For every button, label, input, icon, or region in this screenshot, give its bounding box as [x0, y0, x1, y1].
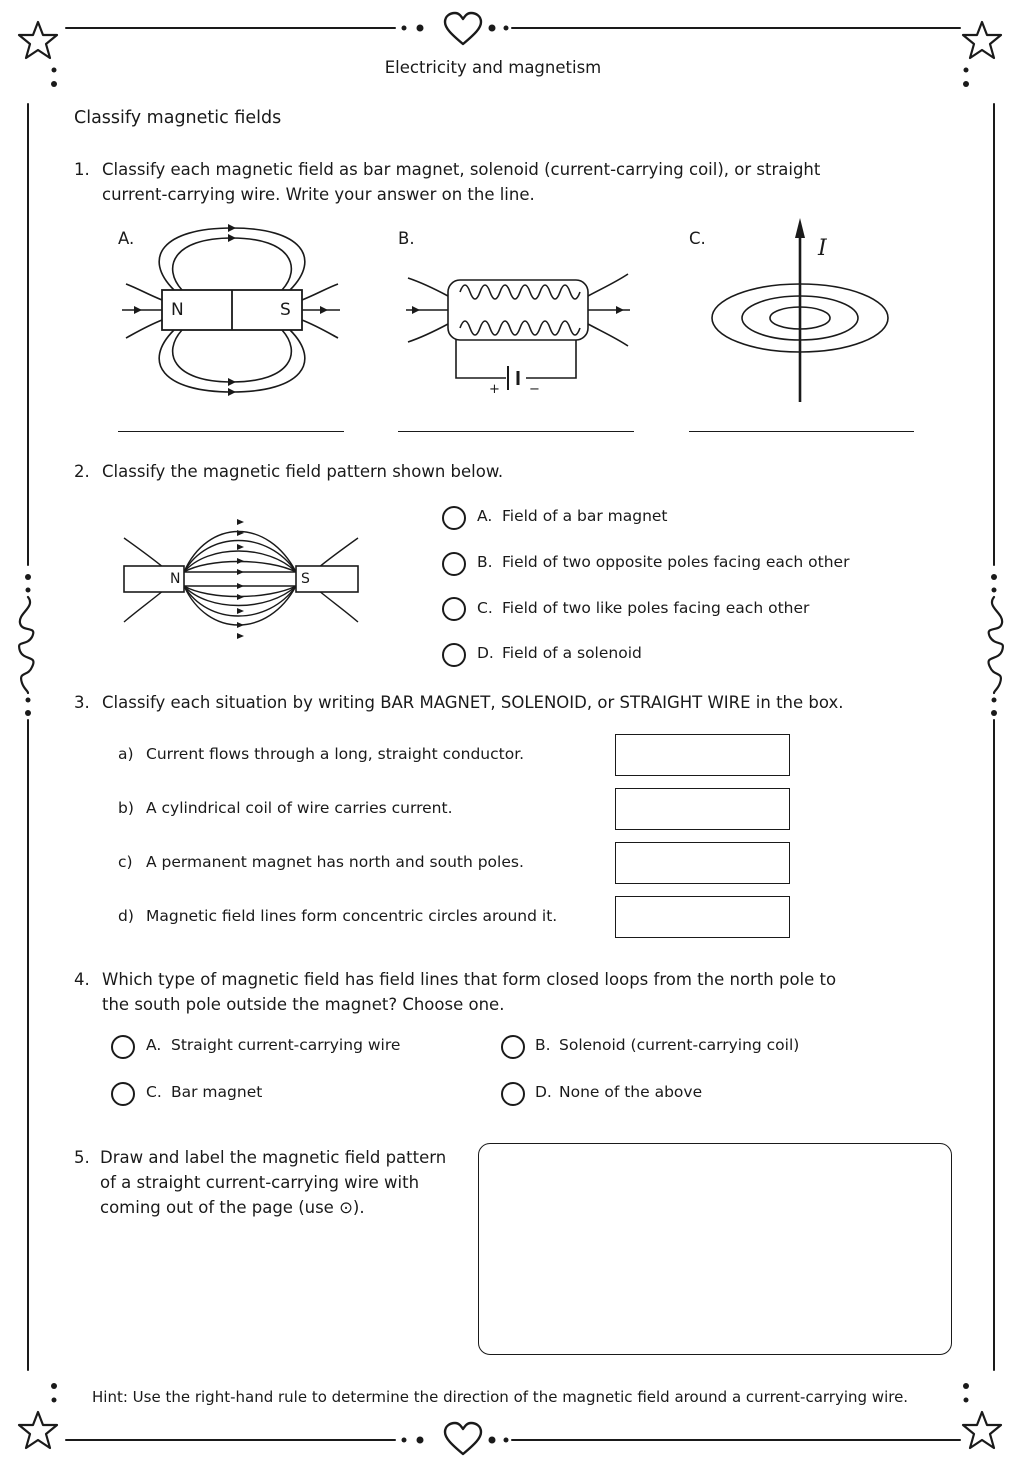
- q2-option-b-radio[interactable]: [442, 552, 466, 576]
- field-pattern-figure: [118, 514, 368, 644]
- q5-prompt-line2: of a straight current-carrying wire with: [100, 1173, 420, 1192]
- straight-wire-figure: [710, 216, 910, 406]
- q4-option-d-letter: D.: [535, 1083, 552, 1101]
- q3-item-d-text: Magnetic field lines form concentric circles around it.: [146, 907, 558, 925]
- q2-option-d-radio[interactable]: [442, 643, 466, 667]
- fig-b-minus-label: −: [529, 382, 540, 397]
- q4-option-b-radio[interactable]: [501, 1035, 525, 1059]
- hint-text: Hint: Use the right-hand rule to determine the direction of the magnetic field around a current-carrying wire.: [92, 1388, 909, 1406]
- q5-prompt-line1: Draw and label the magnetic field pattern: [100, 1148, 447, 1167]
- q3-answer-box-a[interactable]: [615, 734, 790, 776]
- fig-a-north-label: N: [171, 300, 184, 320]
- q2-option-c-text: Field of two like poles facing each other: [502, 599, 810, 617]
- q2-prompt: Classify the magnetic field pattern shown below.: [102, 462, 504, 481]
- q1-answer-line-a[interactable]: [118, 431, 344, 432]
- star-outline-icon: [18, 1410, 58, 1450]
- q4-option-a-radio[interactable]: [111, 1035, 135, 1059]
- q4-option-c-letter: C.: [146, 1083, 162, 1101]
- q3-answer-box-b[interactable]: [615, 788, 790, 830]
- q3-item-a-letter: a): [118, 745, 134, 763]
- q4-option-c-radio[interactable]: [111, 1082, 135, 1106]
- q3-item-b-letter: b): [118, 799, 134, 817]
- fig-c-current-label: I: [818, 236, 827, 261]
- q2-fig-north-label: N: [170, 571, 181, 587]
- q4-option-c-text: Bar magnet: [171, 1083, 263, 1101]
- fig-c-letter: C.: [689, 229, 706, 248]
- q2-option-b-letter: B.: [477, 553, 493, 571]
- q1-answer-line-c[interactable]: [689, 431, 914, 432]
- heart-outline-icon: [443, 12, 483, 48]
- q2-option-c-letter: C.: [477, 599, 493, 617]
- worksheet-title: Classify magnetic fields: [74, 108, 282, 128]
- star-outline-icon: [962, 1410, 1002, 1450]
- q4-option-b-text: Solenoid (current-carrying coil): [559, 1036, 800, 1054]
- heart-outline-icon: [443, 1422, 483, 1458]
- q5-drawing-area[interactable]: [478, 1143, 952, 1355]
- q1-prompt-line2: current-carrying wire. Write your answer on the line.: [102, 185, 535, 204]
- q2-option-d-letter: D.: [477, 644, 494, 662]
- q2-fig-south-label: S: [301, 571, 310, 587]
- q3-item-a-text: Current flows through a long, straight conductor.: [146, 745, 525, 763]
- q4-prompt-line1: Which type of magnetic field has field lines that form closed loops from the north pole to: [102, 970, 837, 989]
- solenoid-figure: [398, 262, 638, 402]
- q4-prompt-line2: the south pole outside the magnet? Choose one.: [102, 995, 505, 1014]
- q3-item-d-letter: d): [118, 907, 134, 925]
- q2-option-a-letter: A.: [477, 507, 493, 525]
- subject-header: Electricity and magnetism: [384, 58, 602, 77]
- curl-flourish-icon: [8, 595, 48, 695]
- fig-a-letter: A.: [118, 229, 135, 248]
- fig-b-letter: B.: [398, 229, 415, 248]
- q3-item-c-text: A permanent magnet has north and south poles.: [146, 853, 524, 871]
- q2-option-a-radio[interactable]: [442, 506, 466, 530]
- q3-prompt: Classify each situation by writing BAR MAGNET, SOLENOID, or STRAIGHT WIRE in the box.: [102, 693, 844, 712]
- q3-answer-box-d[interactable]: [615, 896, 790, 938]
- q5-number: 5.: [74, 1148, 90, 1167]
- q1-number: 1.: [74, 160, 90, 179]
- star-outline-icon: [962, 20, 1002, 60]
- q2-number: 2.: [74, 462, 90, 481]
- q3-item-b-text: A cylindrical coil of wire carries current.: [146, 799, 453, 817]
- q4-option-d-text: None of the above: [559, 1083, 703, 1101]
- q2-option-d-text: Field of a solenoid: [502, 644, 642, 662]
- q2-option-c-radio[interactable]: [442, 597, 466, 621]
- bar-magnet-figure: [112, 228, 352, 398]
- q4-number: 4.: [74, 970, 90, 989]
- q4-option-b-letter: B.: [535, 1036, 551, 1054]
- q2-option-b-text: Field of two opposite poles facing each other: [502, 553, 850, 571]
- q3-answer-box-c[interactable]: [615, 842, 790, 884]
- q4-option-a-text: Straight current-carrying wire: [171, 1036, 401, 1054]
- q4-option-a-letter: A.: [146, 1036, 162, 1054]
- fig-a-south-label: S: [280, 300, 291, 320]
- q3-number: 3.: [74, 693, 90, 712]
- q1-answer-line-b[interactable]: [398, 431, 634, 432]
- q5-prompt-line3: coming out of the page (use ⊙).: [100, 1198, 365, 1217]
- star-outline-icon: [18, 20, 58, 60]
- q2-option-a-text: Field of a bar magnet: [502, 507, 668, 525]
- fig-b-plus-label: +: [489, 382, 500, 397]
- curl-flourish-icon: [974, 595, 1014, 695]
- q1-prompt-line1: Classify each magnetic field as bar magnet, solenoid (current-carrying coil), or straight: [102, 160, 821, 179]
- q4-option-d-radio[interactable]: [501, 1082, 525, 1106]
- q3-item-c-letter: c): [118, 853, 133, 871]
